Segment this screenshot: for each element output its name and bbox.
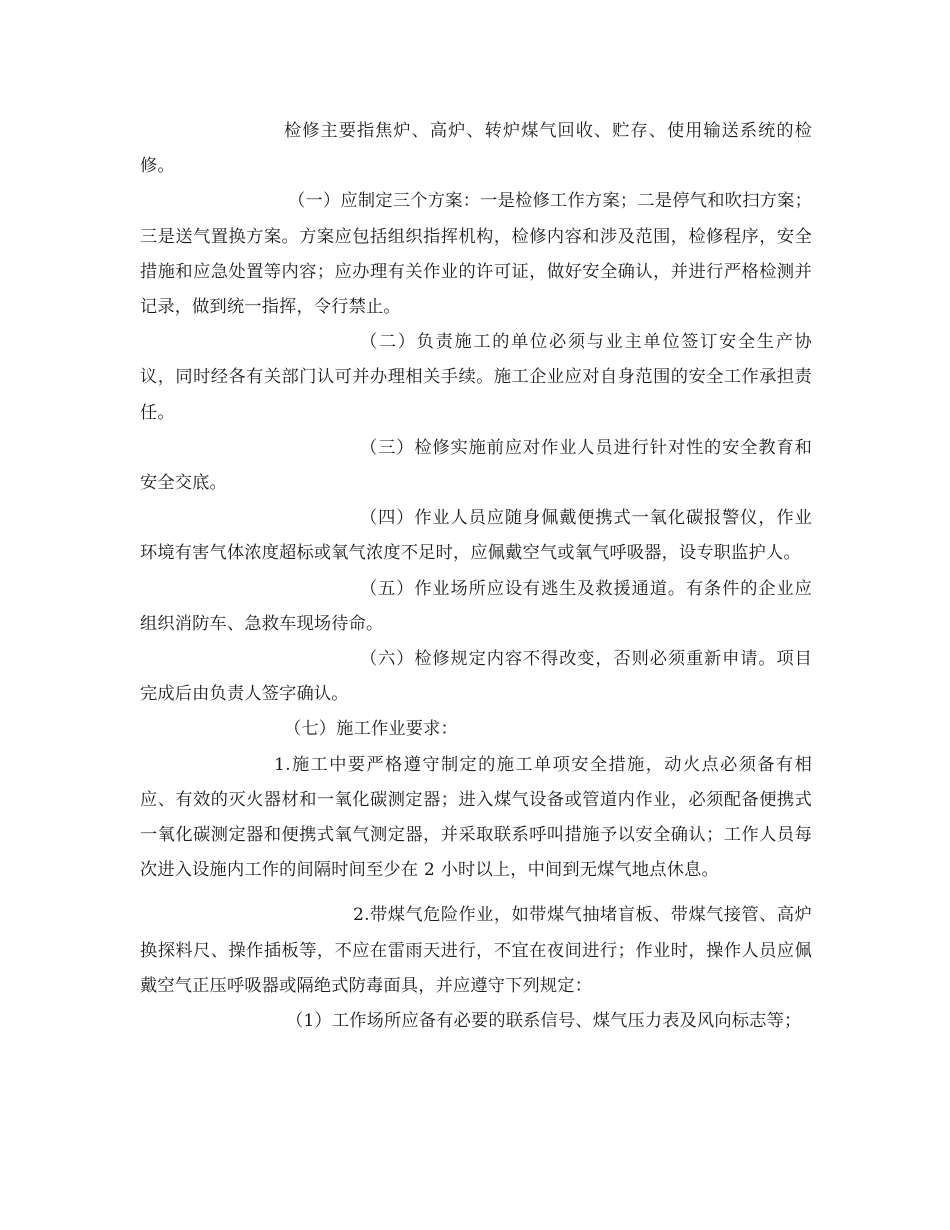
paragraph-item-1: （一）应制定三个方案：一是检修工作方案；二是停气和吹扫方案；三是送气置换方案。方案应包括组织指挥机构，检修内容和涉及范围，检修程序，安全措施和应急处置等内容；应办理有关作业的许可证，做好安全确认，并进行严格检测并记录，做到统一指挥，令行禁止。 — [140, 191, 812, 318]
paragraph-subitem-2: 2.带煤气危险作业，如带煤气抽堵盲板、带煤气接管、高炉换探料尺、操作插板等，不应在雷雨天进行，不宜在夜间进行；作业时，操作人员应佩戴空气正压呼吸器或隔绝式防毒面具，并应遵守下列规定： — [140, 905, 812, 996]
paragraph-intro: 检修主要指焦炉、高炉、转炉煤气回收、贮存、使用输送系统的检修。 — [140, 121, 812, 177]
paragraph-item-7-heading: （七）施工作业要求： — [284, 719, 458, 740]
paragraph-item-5: （五）作业场所应设有逃生及救援通道。有条件的企业应组织消防车、急救车现场待命。 — [140, 578, 812, 634]
paragraph-subitem-1: 1.施工中要严格遵守制定的施工单项安全措施，动火点必须备有相应、有效的灭火器材和一氧化碳测定器；进入煤气设备或管道内作业，必须配备便携式一氧化碳测定器和便携式氧气测定器，并采取联系呼叫措施予以安全确认；工作人员每次进入设施内工作的间隔时间至少在 2 小时以上，中间到无煤气地点休息。 — [140, 754, 812, 881]
paragraph-item-2: （二）负责施工的单位必须与业主单位签订安全生产协议，同时经各有关部门认可并办理相关手续。施工企业应对自身范围的安全工作承担责任。 — [140, 332, 812, 423]
paragraph-item-3: （三）检修实施前应对作业人员进行针对性的安全教育和安全交底。 — [140, 437, 812, 494]
paragraph-rule-1: （1）工作场所应备有必要的联系信号、煤气压力表及风向标志等； — [286, 1011, 802, 1032]
paragraph-item-4: （四）作业人员应随身佩戴便携式一氧化碳报警仪，作业环境有害气体浓度超标或氧气浓度不足时，应佩戴空气或氧气呼吸器，设专职监护人。 — [140, 508, 812, 564]
document-body — [140, 114, 812, 1039]
paragraph-item-6: （六）检修规定内容不得改变，否则必须重新申请。项目完成后由负责人签字确认。 — [140, 649, 812, 705]
